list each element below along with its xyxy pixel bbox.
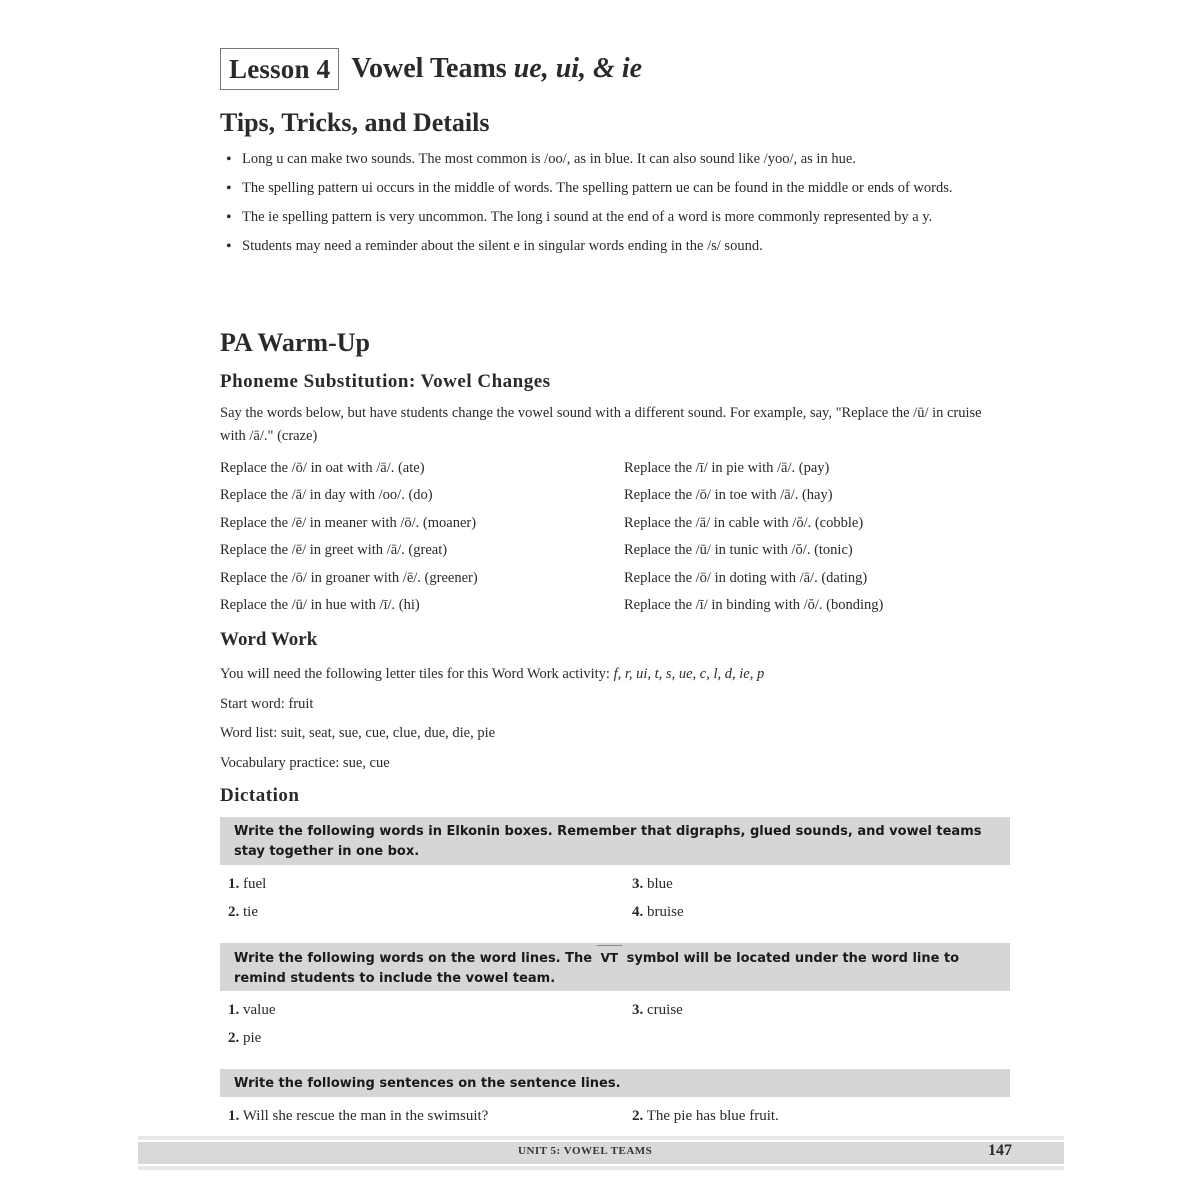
phoneme-substitution-heading: Phoneme Substitution: Vowel Changes [220,371,551,392]
vocabulary-practice: Vocabulary practice: sue, cue [220,754,390,771]
dictation-instruction-elkonin: Write the following words in Elkonin boxes. Remember that digraphs, glued sounds, and vowel teams stay together in one box. [220,817,1010,865]
replace-item: Replace the /ō/ in groaner with /ē/. (greener) [220,569,478,586]
dictation-word [220,1025,624,1053]
dictation-sentences [220,1103,1010,1131]
item-number: 1. [228,1108,240,1124]
replace-item: Replace the /ū/ in tunic with /ŏ/. (tonic) [624,542,853,559]
replace-item: Replace the /ī/ in binding with /ŏ/. (bonding) [624,597,884,614]
item-number: 3. [632,876,644,892]
item-number: 4. [632,903,644,920]
item-sentence: The pie has blue fruit. [646,1108,779,1124]
replace-item: Replace the /ō/ in oat with /ā/. (ate) [220,460,425,476]
replace-item: Replace the /ī/ in pie with /ā/. (pay) [624,460,830,476]
dictation-word [624,899,1010,927]
dictation-word [220,899,624,927]
item-word: bruise [647,903,684,920]
tips-list [220,148,1000,264]
dictation-word [220,871,624,899]
item-sentence: Will she rescue the man in the swimsuit? [242,1108,489,1124]
item-word: value [243,1002,276,1018]
replace-item: Replace the /ā/ in cable with /ŏ/. (cobble) [624,514,864,531]
lesson-header [220,48,642,90]
instruction-text: Write the following words on the word lines. The [234,951,597,966]
tip-item: • Long u can make two sounds. The most common is /oo/, as in blue. It can also sound like /yoo/, as in hue. [220,148,1000,171]
item-number: 2. [228,903,240,920]
footer-unit-title: UNIT 5: VOWEL TEAMS [518,1145,653,1157]
dictation-words-lines [220,997,1010,1052]
letter-tiles-line [220,660,1010,690]
replace-item: Replace the /ā/ in day with /oo/. (do) [220,487,433,504]
letter-tiles: f, r, ui, t, s, ue, c, l, d, ie, p [613,666,765,682]
dictation-instruction-sentences: Write the following sentences on the sentence lines. [220,1069,1010,1097]
pa-intro-text: Say the words below, but have students change the vowel sound with a different sound. For example, say, "Replace the /ū/ in cruise with /ā/." (craze) [220,405,982,444]
tips-heading: Tips, Tricks, and Details [220,108,490,137]
start-word: Start word: fruit [220,695,314,712]
lesson-title [351,53,642,85]
item-word: fuel [243,876,267,892]
word-work-heading: Word Work [220,629,318,650]
replace-list [220,455,1010,619]
page-footer [138,1136,1064,1170]
tip-item: • The spelling pattern ui occurs in the middle of words. The spelling pattern ue can be found in the middle or ends of words. [220,177,1000,200]
item-number: 1. [228,876,240,892]
dictation-word [624,871,1010,899]
replace-item: Replace the /ō/ in doting with /ā/. (dating) [624,569,868,586]
dictation-words-elkonin [220,871,1010,926]
item-number: 2. [632,1108,644,1124]
vowel-team-symbol: VT [597,948,622,968]
item-word: cruise [647,1002,683,1018]
lesson-title-teams: ue, ui, & ie [513,53,643,84]
dictation-heading: Dictation [220,785,300,806]
replace-item: Replace the /ō/ in toe with /ā/. (hay) [624,487,833,504]
lesson-number-box: Lesson 4 [220,48,339,90]
dictation-sentence [624,1103,1010,1131]
word-list: Word list: suit, seat, sue, cue, clue, due, die, pie [220,725,496,741]
tip-item: • Students may need a reminder about the silent e in singular words ending in the /s/ sound. [220,235,1000,258]
word-work-block [220,660,1010,778]
item-word: tie [243,903,258,920]
replace-column-left [220,455,624,619]
tip-item: • The ie spelling pattern is very uncommon. The long i sound at the end of a word is more commonly represented by a y. [220,206,1000,229]
item-word: blue [647,876,673,892]
letter-tiles-text: You will need the following letter tiles for this Word Work activity: [220,666,614,682]
dictation-instruction-word-lines [220,943,1010,991]
item-number: 2. [228,1029,240,1046]
page-number: 147 [988,1142,1012,1159]
replace-item: Replace the /ē/ in greet with /ā/. (great) [220,542,448,559]
dictation-word [624,997,1010,1025]
item-number: 3. [632,1002,644,1018]
replace-column-right [624,455,1010,619]
pa-warmup-heading: PA Warm-Up [220,328,370,357]
replace-item: Replace the /ū/ in hue with /ī/. (hi) [220,597,420,614]
lesson-title-prefix: Vowel Teams [351,53,514,84]
dictation-word [220,997,624,1025]
dictation-sentence [220,1103,624,1131]
instruction-text: symbol will be located under the word line to remind students to include the vowel team. [234,951,960,986]
replace-item: Replace the /ē/ in meaner with /ō/. (moaner) [220,514,477,531]
item-number: 1. [228,1002,240,1018]
item-word: pie [243,1029,262,1046]
